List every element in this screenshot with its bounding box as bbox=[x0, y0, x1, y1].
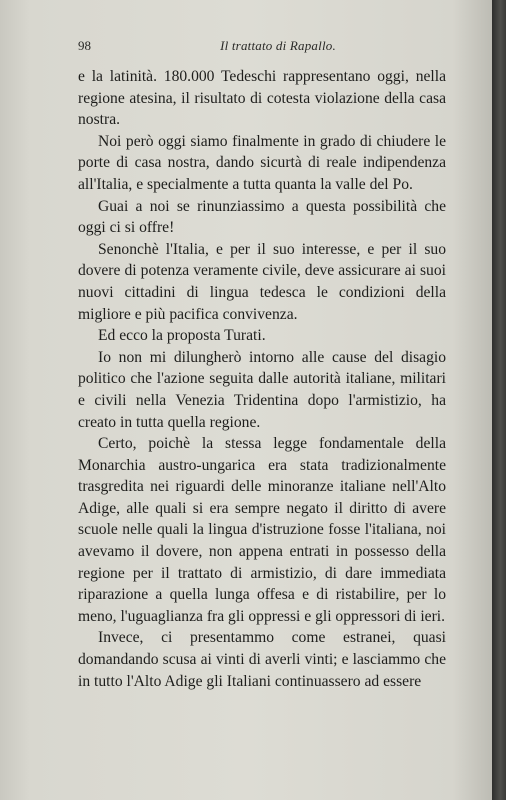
paragraph-4: Senonchè l'Italia, e per il suo interesse, e per il suo dovere di potenza veramente civile, deve assicurare ai suoi nuovi cittadini di lingua tedesca le condizioni della migliore e più pacifica convivenza. bbox=[78, 240, 446, 323]
paragraph-7: Certo, poichè la stessa legge fondamentale della Monarchia austro-ungarica era stata tradizionalmente trasgredita nei riguardi delle minoranze italiane nell'Alto Adige, alle quali si era sempre negato il diritto di avere scuole nelle quali la lingua d'istruzione fosse l'italiana, noi avevamo il dovere, non appena entrati in possesso della regione per il trattato di armistizio, di dare immediata riparazione a quella lunga offesa e di ristabilire, per lo meno, l'uguaglianza fra gli oppressi e gli oppressori di ieri. bbox=[78, 435, 446, 625]
page-number: 98 bbox=[78, 38, 91, 53]
page-header bbox=[78, 38, 478, 58]
paragraph-3: Guai a noi se rinunziassimo a questa possibilità che oggi ci si offre! bbox=[78, 197, 446, 237]
body-text bbox=[78, 66, 446, 692]
paragraph-5: Ed ecco la proposta Turati. bbox=[98, 327, 266, 345]
paragraph-2: Noi però oggi siamo finalmente in grado di chiudere le porte di casa nostra, dando sicurtà di reale indipendenza all'Italia, e specialmente a tutta quanta la valle del Po. bbox=[78, 132, 446, 193]
page-edge-shadow bbox=[492, 0, 506, 800]
paragraph-1: e la latinità. 180.000 Tedeschi rappresentano oggi, nella regione atesina, il risultato di cotesta violazione della casa nostra. bbox=[78, 68, 446, 129]
paragraph-8: Invece, ci presentammo come estranei, quasi domandando scusa ai vinti di averli vinti; e lasciammo che in tutto l'Alto Adige gli Italiani continuassero ad essere bbox=[78, 629, 446, 690]
running-title: Il trattato di Rapallo. bbox=[220, 38, 336, 53]
paragraph-6: Io non mi dilungherò intorno alle cause del disagio politico che l'azione seguita dalle autorità italiane, militari e civili nella Venezia Tridentina dopo l'armistizio, ha creato in tutta quella regione. bbox=[78, 348, 446, 431]
